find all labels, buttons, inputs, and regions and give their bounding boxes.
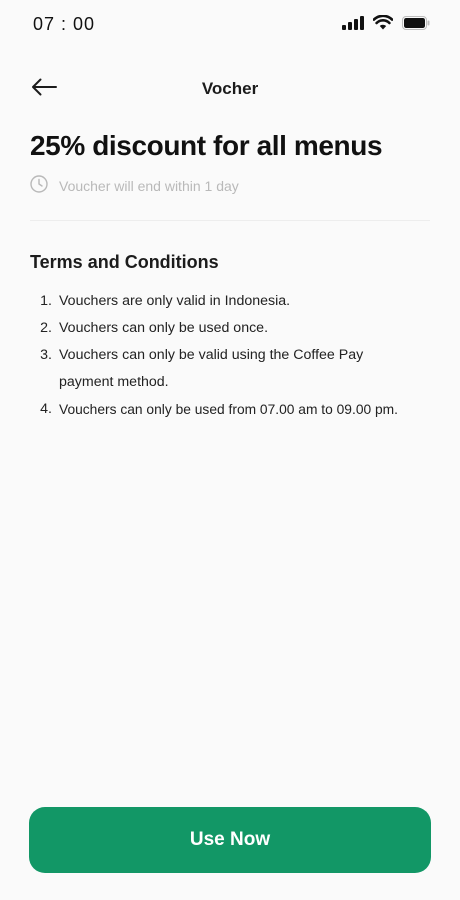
terms-item <box>30 288 440 315</box>
battery-icon <box>402 16 430 30</box>
terms-item-text: Vouchers can only be used once. <box>59 320 269 336</box>
terms-item <box>30 342 440 396</box>
terms-item-number: 4. <box>40 401 52 417</box>
terms-item-text: Vouchers can only be valid using the Coffee Pay payment method. <box>59 347 364 390</box>
voucher-expiry <box>30 175 239 196</box>
cellular-signal-icon <box>342 16 364 30</box>
use-now-button[interactable]: Use Now <box>29 807 431 873</box>
wifi-icon <box>373 15 393 30</box>
terms-item <box>30 315 440 342</box>
status-bar <box>0 0 460 50</box>
terms-item <box>30 396 440 423</box>
voucher-title: 25% discount for all menus <box>30 130 383 161</box>
terms-item-number: 1. <box>40 293 52 309</box>
terms-heading: Terms and Conditions <box>30 252 219 272</box>
clock-icon <box>30 175 48 196</box>
status-icons <box>342 15 430 30</box>
terms-item-number: 3. <box>40 347 52 363</box>
divider <box>30 220 430 221</box>
terms-item-text: Vouchers are only valid in Indonesia. <box>59 293 291 309</box>
status-time: 07 : 00 <box>33 14 96 34</box>
terms-list <box>30 288 440 423</box>
terms-item-text: Vouchers can only be used from 07.00 am to 09.00 pm. <box>59 402 398 417</box>
voucher-expiry-text: Voucher will end within 1 day <box>59 177 239 194</box>
page-title: Vocher <box>201 79 259 98</box>
terms-item-number: 2. <box>40 320 52 336</box>
